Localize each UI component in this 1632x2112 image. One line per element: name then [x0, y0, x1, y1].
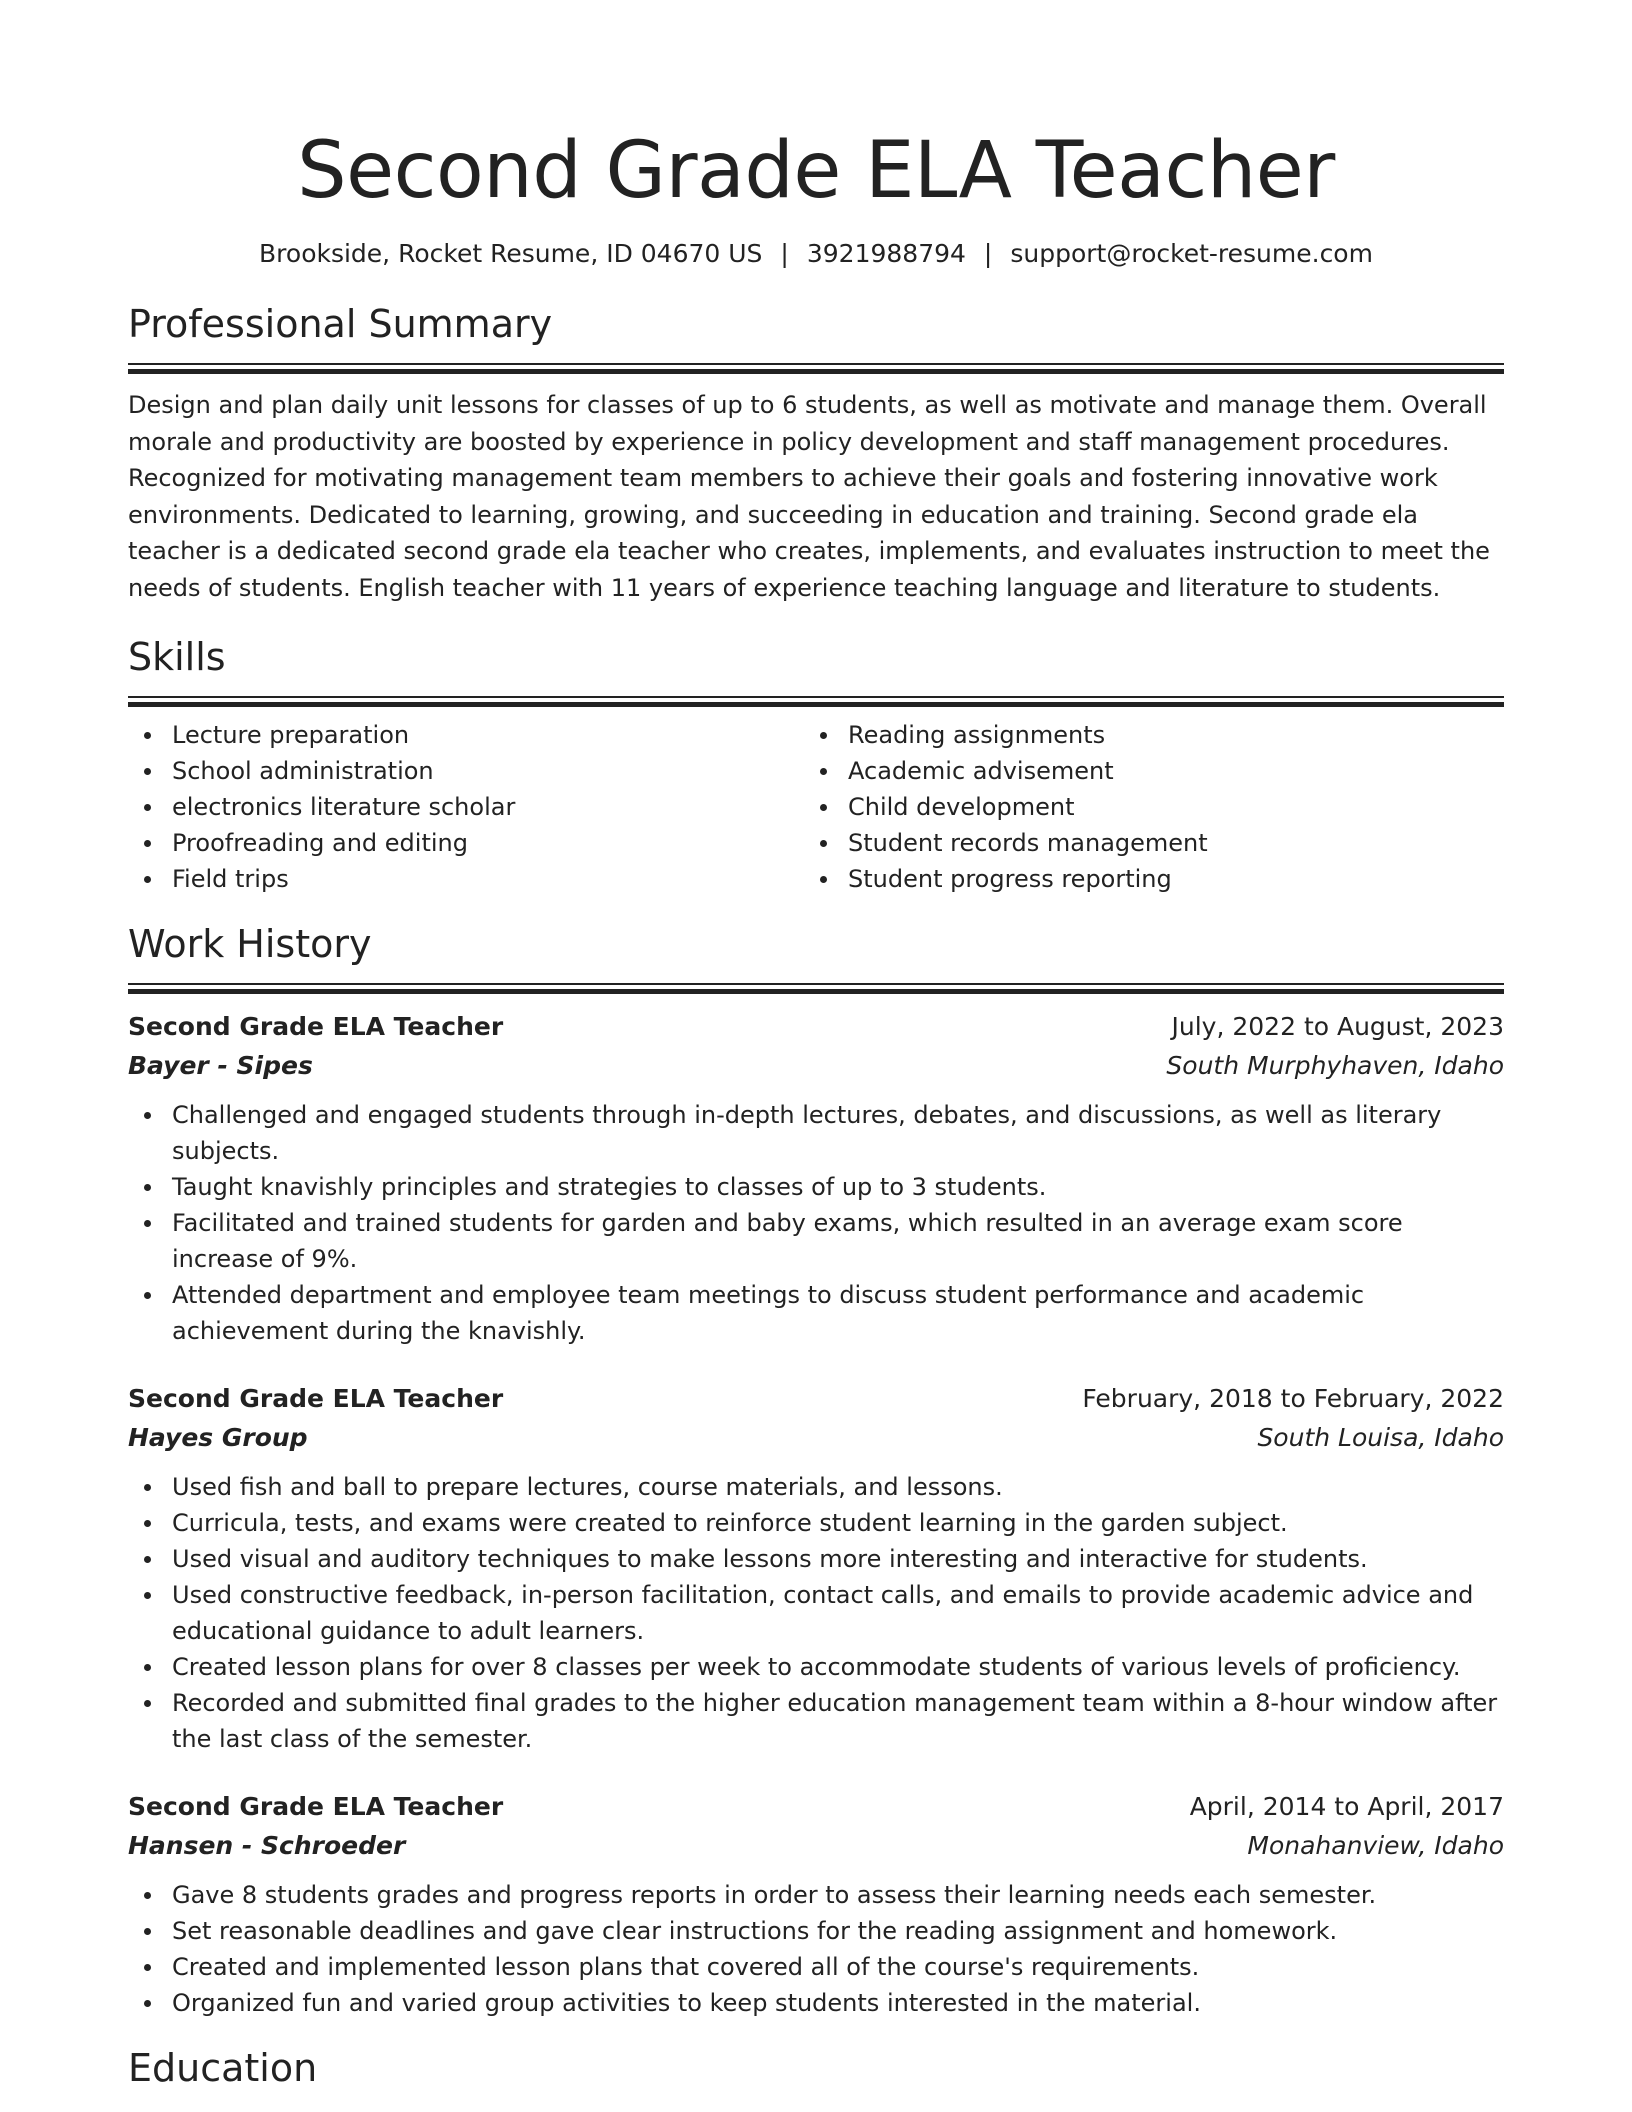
job-bullet: Set reasonable deadlines and gave clear instructions for the reading assignment and homework. — [172, 1913, 1504, 1949]
section-title-education: Education — [128, 2046, 318, 2090]
job-entry — [128, 1787, 1504, 2021]
job-title: Second Grade ELA Teacher — [128, 1792, 504, 1821]
job-location: South Louisa, Idaho — [1257, 1423, 1504, 1452]
skill-item: School administration — [172, 753, 804, 789]
job-bullet: Challenged and engaged students through in-depth lectures, debates, and discussions, as well as literary subjects. — [172, 1097, 1504, 1169]
job-header — [128, 1379, 1504, 1419]
skills-list-right — [804, 717, 1480, 897]
job-bullet: Curricula, tests, and exams were created to reinforce student learning in the garden subject. — [172, 1505, 1504, 1541]
skill-item: Child development — [848, 789, 1480, 825]
skills-section — [128, 632, 1504, 897]
job-subheader — [128, 1419, 1504, 1457]
skill-item: Reading assignments — [848, 717, 1480, 753]
job-bullet: Created lesson plans for over 8 classes per week to accommodate students of various levels of proficiency. — [172, 1649, 1504, 1685]
section-divider — [128, 363, 1504, 373]
job-company: Hansen - Schroeder — [128, 1831, 406, 1860]
section-divider — [128, 696, 1504, 706]
job-company: Bayer - Sipes — [128, 1051, 313, 1080]
section-title-skills: Skills — [128, 635, 226, 679]
summary-text: Design and plan daily unit lessons for classes of up to 6 students, as well as motivate and manage them. Overall morale and productivity are boosted by experience in policy development and staff management procedures. Recognized for motivating management team members to achieve their goals and fostering innovative work environments. Dedicated to learning, growing, and succeeding in education and training. Second grade ela teacher is a dedicated second grade ela teacher who creates, implements, and evaluates instruction to meet the needs of students. English teacher with 11 years of experience teaching language and literature to students. — [128, 391, 1490, 602]
job-bullets — [128, 1469, 1504, 1757]
job-bullet: Used constructive feedback, in-person facilitation, contact calls, and emails to provide academic advice and educational guidance to adult learners. — [172, 1577, 1504, 1649]
education-section — [128, 2043, 1504, 2093]
section-title-summary: Professional Summary — [128, 302, 553, 346]
skills-list-left — [128, 717, 804, 897]
job-bullets — [128, 1097, 1504, 1349]
job-title: Second Grade ELA Teacher — [128, 1384, 504, 1413]
job-header — [128, 1007, 1504, 1047]
resume-name: Second Grade ELA Teacher — [297, 126, 1335, 216]
job-location: Monahanview, Idaho — [1247, 1831, 1504, 1860]
contact-phone: 3921988794 — [806, 239, 966, 268]
skill-item: Field trips — [172, 861, 804, 897]
job-bullet: Taught knavishly principles and strategies to classes of up to 3 students. — [172, 1169, 1504, 1205]
job-bullet: Attended department and employee team meetings to discuss student performance and academic achievement during the knavishly. — [172, 1277, 1504, 1349]
work-history-section — [128, 919, 1504, 2021]
section-title-work-history: Work History — [128, 922, 372, 966]
contact-email: support@rocket-resume.com — [1010, 239, 1373, 268]
job-subheader — [128, 1827, 1504, 1865]
skills-columns — [128, 717, 1504, 897]
contact-separator: | — [780, 239, 789, 268]
resume-page — [128, 0, 1504, 2093]
job-header — [128, 1787, 1504, 1827]
job-bullet: Created and implemented lesson plans that covered all of the course's requirements. — [172, 1949, 1504, 1985]
skill-item: Student progress reporting — [848, 861, 1480, 897]
skill-item: Academic advisement — [848, 753, 1480, 789]
job-bullet: Recorded and submitted final grades to the higher education management team within a 8-hour window after the last class of the semester. — [172, 1685, 1504, 1757]
job-entry — [128, 1379, 1504, 1757]
job-dates: July, 2022 to August, 2023 — [1171, 1012, 1504, 1041]
skill-item: Lecture preparation — [172, 717, 804, 753]
job-entry — [128, 1007, 1504, 1349]
job-bullets — [128, 1877, 1504, 2021]
skill-item: Proofreading and editing — [172, 825, 804, 861]
job-subheader — [128, 1047, 1504, 1085]
job-bullet: Used fish and ball to prepare lectures, course materials, and lessons. — [172, 1469, 1504, 1505]
skill-item: Student records management — [848, 825, 1480, 861]
job-title: Second Grade ELA Teacher — [128, 1012, 504, 1041]
job-bullet: Organized fun and varied group activities to keep students interested in the material. — [172, 1985, 1504, 2021]
job-dates: April, 2014 to April, 2017 — [1189, 1792, 1504, 1821]
summary-section — [128, 299, 1504, 606]
job-bullet: Used visual and auditory techniques to make lessons more interesting and interactive for students. — [172, 1541, 1504, 1577]
job-location: South Murphyhaven, Idaho — [1166, 1051, 1504, 1080]
job-dates: February, 2018 to February, 2022 — [1082, 1384, 1504, 1413]
skill-item: electronics literature scholar — [172, 789, 804, 825]
job-bullet: Gave 8 students grades and progress reports in order to assess their learning needs each semester. — [172, 1877, 1504, 1913]
contact-separator: | — [983, 239, 993, 268]
section-divider — [128, 983, 1504, 993]
contact-line — [128, 237, 1504, 271]
contact-address: Brookside, Rocket Resume, ID 04670 US — [259, 239, 763, 268]
job-bullet: Facilitated and trained students for garden and baby exams, which resulted in an average exam score increase of 9%. — [172, 1205, 1504, 1277]
job-company: Hayes Group — [128, 1423, 308, 1452]
